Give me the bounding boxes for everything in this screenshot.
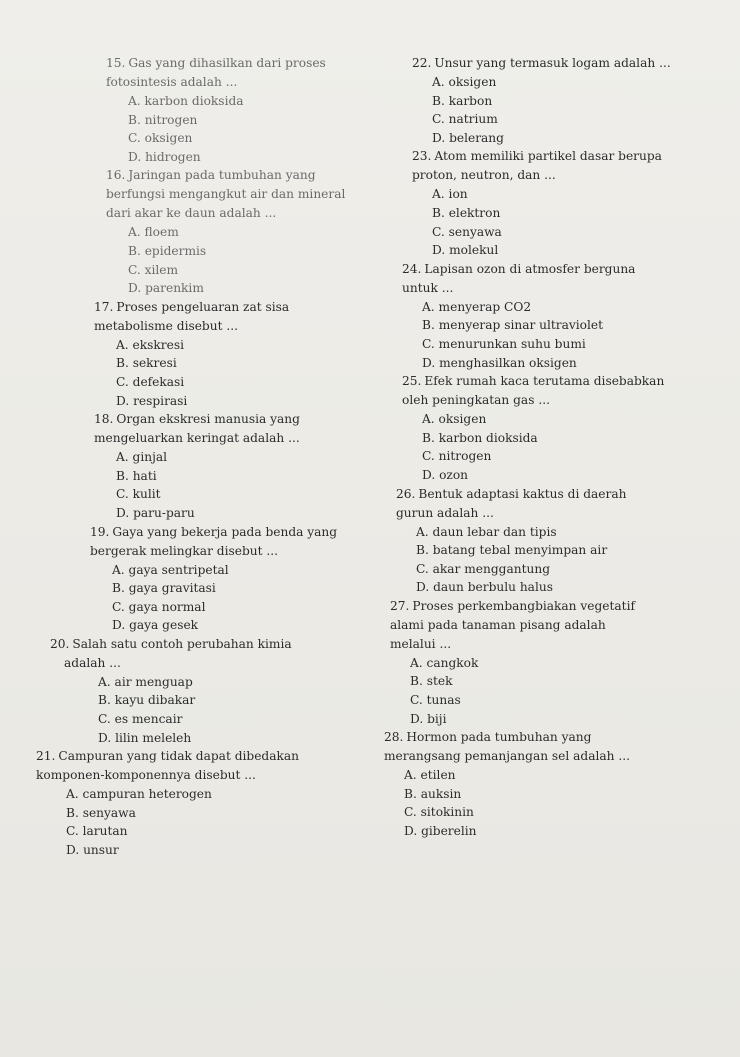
question-stem: Campuran yang tidak dapat dibedakan komponen-komponennya disebut ... <box>36 749 299 783</box>
option-list <box>76 673 400 747</box>
question-number: 25. <box>402 374 422 389</box>
option-a[interactable]: A. campuran heterogen <box>66 787 212 802</box>
option-d[interactable]: D. giberelin <box>404 824 477 839</box>
option-b[interactable]: B. nitrogen <box>128 112 198 127</box>
option-c[interactable]: C. nitrogen <box>422 449 492 464</box>
option-a[interactable]: A. ekskresi <box>116 337 184 352</box>
option-list <box>390 654 728 728</box>
question-20 <box>48 635 400 747</box>
question-stem: Unsur yang termasuk logam adalah ... <box>434 56 671 70</box>
question-16 <box>106 166 400 297</box>
option-b[interactable]: B. kayu dibakar <box>98 693 196 708</box>
option-c[interactable]: C. defekasi <box>116 374 185 389</box>
option-a[interactable]: A. floem <box>128 225 179 240</box>
option-c[interactable]: C. sitokinin <box>404 805 474 820</box>
question-stem: Gas yang dihasilkan dari proses fotosintesis adalah ... <box>106 56 326 89</box>
question-stem: Bentuk adaptasi kaktus di daerah gurun adalah ... <box>396 486 627 520</box>
option-list <box>402 298 728 372</box>
option-a[interactable]: A. air menguap <box>98 674 193 689</box>
option-d[interactable]: D. gaya gesek <box>112 618 199 633</box>
option-b[interactable]: B. menyerap sinar ultraviolet <box>422 318 604 333</box>
option-d[interactable]: D. belerang <box>432 130 504 145</box>
option-c[interactable]: C. larutan <box>66 824 128 839</box>
option-list <box>402 410 728 484</box>
option-a[interactable]: A. oksigen <box>432 75 497 89</box>
option-list <box>94 336 400 410</box>
option-c[interactable]: C. es mencair <box>98 712 183 727</box>
option-d[interactable]: D. respirasi <box>116 393 188 408</box>
option-b[interactable]: B. elektron <box>432 205 501 220</box>
option-list <box>396 523 728 597</box>
question-23 <box>412 147 728 259</box>
option-b[interactable]: B. sekresi <box>116 356 177 371</box>
option-a[interactable]: A. etilen <box>404 768 456 783</box>
question-19 <box>90 523 400 635</box>
option-c[interactable]: C. tunas <box>410 693 461 708</box>
question-stem: Proses perkembangbiakan vegetatif alami pada tanaman pisang adalah melalui ... <box>390 598 635 651</box>
option-d[interactable]: D. daun berbulu halus <box>416 580 553 595</box>
question-number: 24. <box>402 261 422 276</box>
question-stem: Hormon pada tumbuhan yang merangsang pemanjangan sel adalah ... <box>384 730 631 764</box>
option-d[interactable]: D. molekul <box>432 243 499 258</box>
option-b[interactable]: B. karbon <box>432 93 493 108</box>
option-a[interactable]: A. menyerap CO2 <box>422 299 532 314</box>
question-number: 20. <box>50 636 70 651</box>
question-stem: Atom memiliki partikel dasar berupa proton, neutron, dan ... <box>412 149 662 183</box>
option-b[interactable]: B. epidermis <box>128 243 207 258</box>
question-26 <box>396 485 728 597</box>
option-d[interactable]: D. paru-paru <box>116 505 195 520</box>
option-list <box>412 73 728 147</box>
option-a[interactable]: A. gaya sentripetal <box>112 562 229 577</box>
option-list <box>106 92 400 166</box>
option-d[interactable]: D. unsur <box>66 843 119 858</box>
question-24 <box>402 260 728 372</box>
question-stem: Salah satu contoh perubahan kimia adalah ... <box>64 636 292 670</box>
option-c[interactable]: C. senyawa <box>432 224 502 239</box>
option-a[interactable]: A. ion <box>432 187 468 202</box>
question-stem: Organ ekskresi manusia yang mengeluarkan keringat adalah ... <box>94 412 300 446</box>
option-list <box>384 766 728 840</box>
question-15 <box>106 54 400 166</box>
question-21 <box>36 747 400 859</box>
option-c[interactable]: C. akar menggantung <box>416 561 550 576</box>
question-number: 22. <box>412 56 432 70</box>
question-number: 18. <box>94 412 114 427</box>
right-question-column <box>384 54 728 841</box>
question-28 <box>384 728 728 840</box>
question-27 <box>390 597 728 728</box>
option-list <box>90 561 400 635</box>
question-number: 15. <box>106 56 126 70</box>
option-d[interactable]: D. parenkim <box>128 281 204 296</box>
question-18 <box>94 410 400 522</box>
option-a[interactable]: A. ginjal <box>116 450 168 465</box>
question-number: 17. <box>94 299 114 314</box>
option-c[interactable]: C. gaya normal <box>112 599 206 614</box>
question-number: 26. <box>396 486 416 501</box>
option-b[interactable]: B. stek <box>410 674 453 689</box>
option-a[interactable]: A. oksigen <box>422 412 487 427</box>
question-stem: Proses pengeluaran zat sisa metabolisme disebut ... <box>94 299 290 333</box>
option-a[interactable]: A. daun lebar dan tipis <box>416 524 557 539</box>
option-d[interactable]: D. biji <box>410 711 447 726</box>
option-b[interactable]: B. gaya gravitasi <box>112 581 216 596</box>
option-b[interactable]: B. hati <box>116 468 157 483</box>
question-25 <box>402 372 728 484</box>
option-d[interactable]: D. lilin meleleh <box>98 730 192 745</box>
option-c[interactable]: C. menurunkan suhu bumi <box>422 336 586 351</box>
question-number: 21. <box>36 749 56 764</box>
question-number: 27. <box>390 598 410 613</box>
option-b[interactable]: B. batang tebal menyimpan air <box>416 543 608 558</box>
option-a[interactable]: A. cangkok <box>410 655 479 670</box>
left-question-column <box>36 54 400 860</box>
question-number: 23. <box>412 149 432 164</box>
option-c[interactable]: C. natrium <box>432 112 498 127</box>
option-b[interactable]: B. auksin <box>404 786 462 801</box>
option-c[interactable]: C. oksigen <box>128 131 193 146</box>
option-list <box>106 223 400 297</box>
option-d[interactable]: D. menghasilkan oksigen <box>422 355 577 370</box>
option-list <box>94 448 400 522</box>
question-number: 28. <box>384 730 404 745</box>
option-c[interactable]: C. kulit <box>116 487 161 502</box>
option-b[interactable]: B. senyawa <box>66 805 136 820</box>
question-22 <box>412 54 728 147</box>
question-number: 19. <box>90 524 110 539</box>
option-d[interactable]: D. ozon <box>422 467 469 482</box>
option-list <box>44 785 400 859</box>
question-stem: Jaringan pada tumbuhan yang berfungsi mengangkut air dan mineral dari akar ke daun adalah ... <box>106 168 346 221</box>
question-stem: Gaya yang bekerja pada benda yang bergerak melingkar disebut ... <box>90 524 338 558</box>
option-b[interactable]: B. karbon dioksida <box>422 430 538 445</box>
option-c[interactable]: C. xilem <box>128 262 179 277</box>
option-d[interactable]: D. hidrogen <box>128 149 201 164</box>
question-number: 16. <box>106 168 126 183</box>
option-a[interactable]: A. karbon dioksida <box>128 94 244 108</box>
question-stem: Lapisan ozon di atmosfer berguna untuk ... <box>402 261 636 295</box>
question-17 <box>94 298 400 410</box>
option-list <box>412 185 728 259</box>
question-stem: Efek rumah kaca terutama disebabkan oleh peningkatan gas ... <box>402 374 665 408</box>
